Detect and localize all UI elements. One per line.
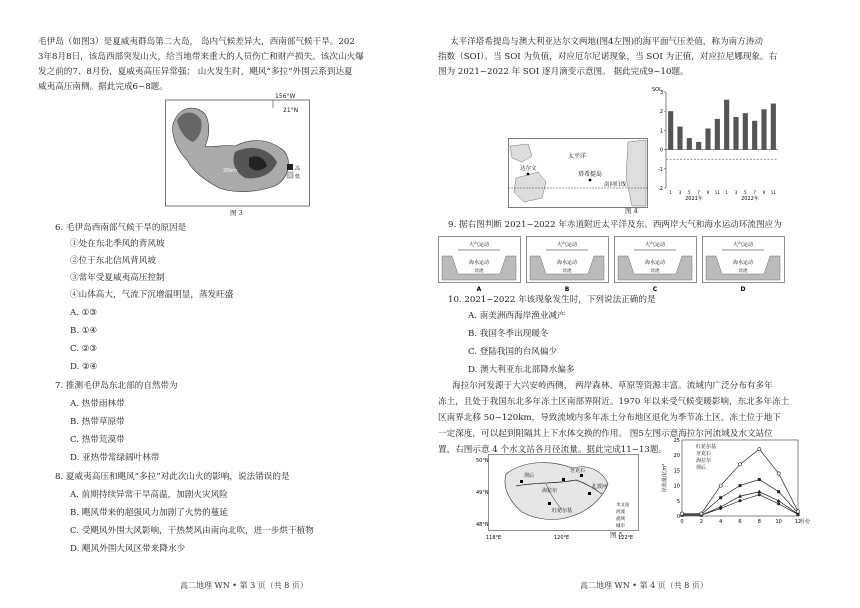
x-tick-label: 9 [762,190,766,195]
legend-low-swatch [287,172,293,178]
soi-chart [648,84,783,210]
station-label: 坝后 [524,473,535,479]
station-label: 扎敦河 [592,484,608,490]
series-line [682,495,798,515]
soi-bar [715,119,720,150]
q10-option: C. 登陆我国的台风偏少 [468,347,558,357]
data-point [719,505,723,509]
legend-label: 牙克石 [696,451,712,457]
map-label: 太平洋 [568,153,587,160]
data-point [680,512,683,515]
x-tick-label: 5 [688,190,691,195]
data-point [796,510,799,513]
panel-letter: B [564,286,570,293]
lat-label: 50°N [476,458,489,464]
q10-option: A. 南美洲西海岸渔业减产 [468,311,566,321]
passage-line: 置，右图示意 4 个水文站各月径流量。据此完成11~13题。 [438,445,668,455]
x-tick-label: 7 [697,190,700,195]
q7-option: D. 亚热带常绿阔叶林带 [70,453,160,463]
x-tick-label: 3 [734,190,738,195]
map-maui [165,92,310,207]
soi-bar [677,127,682,150]
q6-item: ④山体高大，气流下沉增温明显，蒸发旺盛 [70,290,234,300]
legend-label: 海拉尔 [696,458,712,464]
panel-label: 洋流 [474,269,484,274]
q7-option: A. 热带雨林带 [70,399,125,409]
q6-option: D. ②④ [70,362,98,372]
y-tick-label: -2 [658,186,663,192]
station-label: 海拉尔 [542,488,558,494]
panel-letter: A [476,286,482,293]
data-point [739,499,742,502]
data-point [758,448,761,451]
passage-line: 区南界北移 50~120km，导致流域内多年冻土分布地区退化为季节冻土区。冻土位于地下 [438,413,781,423]
panel-label: 大气运动 [556,242,578,248]
x-tick-label: 1 [669,190,672,195]
data-point [738,463,741,466]
legend-label: 红花尔基 [696,444,717,450]
q8-option: C. 受飓风外围大风影响，干热焚风由南向北吹，进一步烘干植物 [70,526,314,536]
map-legend-label: 水文站 [616,503,630,508]
data-point [758,493,761,496]
map-label: 南回归线 [604,182,627,188]
q6-option: C. ②③ [70,344,98,354]
panel-label: 洋流 [650,269,660,274]
data-point [777,472,780,475]
map-pacific [508,138,648,208]
x-tick-label: 11 [714,190,720,195]
map-scale-label: 20km [223,168,238,174]
right-page [430,0,860,608]
panel-label: 海水运动 [556,260,578,266]
y-tick-label: 2 [659,109,663,116]
y-tick-label: 20 [673,453,680,460]
x-axis-label: 月份 [800,519,810,525]
legend-label: 坝后 [696,465,707,471]
q10-option: D. 澳大利亚东北部降水偏多 [468,365,575,375]
soi-bar [696,142,701,150]
lon-label: 122°E [618,535,634,541]
x-tick-label: 7 [753,190,756,195]
y-tick-label: 5 [676,498,680,505]
y-tick-label: 1 [659,128,663,135]
map-hailar [476,450,656,542]
x-tick-label: 9 [706,190,710,195]
data-point [719,496,722,499]
panel-label: 洋流 [562,269,572,274]
panel-label: 大气运动 [468,242,490,248]
soi-bar [705,128,710,149]
y-tick-label: 15 [673,468,680,475]
soi-bar [724,100,729,150]
question-stem: 10. 2021~2022 年该现象发生时，下列说法正确的是 [448,295,656,305]
year-label: 2022年 [741,196,759,202]
question-stem: 6. 毛伊岛西南部气候干旱的原因是 [55,223,187,233]
x-tick-label: 8 [757,519,761,525]
map-legend-label: 城市 [616,524,625,529]
intro-line: 指数（SOI）。当 SOI 为负值，对应厄尔尼诺现象，当 SOI 为正值，对应拉尼娜现象。右 [438,52,778,62]
lon-label: 118°E [486,535,502,541]
x-tick-label: 6 [738,519,742,525]
x-tick-label: 2 [699,519,703,525]
x-tick-label: 4 [719,519,723,525]
station-label: 红花尔基 [552,508,573,514]
q10-option: B. 我国冬季出现暖冬 [468,329,549,339]
question-stem: 9. 据右图判断 2021~2022 年赤道附近太平洋及东、西两岸大气和海水运动环流图应为 [448,220,782,230]
data-point [758,478,761,481]
map-label: 达尔文 [520,166,537,172]
figure-caption: 图 5 [610,531,623,539]
data-point [757,490,761,494]
intro-line: 太平洋塔希提岛与澳大利亚达尔文两地(图4左图)的海平面气压差值，称为南方涛动 [450,37,763,47]
x-tick-label: 10 [775,519,782,525]
intro-line: 毛伊岛（如图3）是夏威夷群岛第二大岛， 岛内气候差异大，西南部气候干旱。202 [38,37,355,47]
lon-label: 120°E [554,535,570,541]
lat-label: 49°N [476,490,489,496]
q7-option: C. 热带荒漠带 [70,435,125,445]
panel-letter: D [740,286,746,293]
soi-bar [733,117,738,150]
data-point [719,484,722,487]
q6-item: ①处在东北季风的背风坡 [70,239,165,249]
q6-item: ③常年受夏威夷高压控制 [70,273,165,283]
circulation-panels [438,234,788,294]
question-stem: 7. 推测毛伊岛东北部的自然带为 [55,381,178,391]
map-lon-label: 156°W [275,93,296,100]
panel-label: 海水运动 [732,260,754,266]
y-axis-label: 径流量/亿m³ [662,463,668,493]
x-tick-label: 3 [678,190,682,195]
q6-option: B. ①④ [70,326,98,336]
y-tick-label: 0 [659,147,663,154]
q6-item: ②位于东北信风背风坡 [70,256,156,266]
intro-line: 3年8月8日，该岛西部突发山火，给当地带来重大的人员伤亡和财产损失。该次山火爆 [38,52,364,62]
map-legend-label: 河流 [616,510,625,515]
map-label: 塔希提岛 [578,171,603,178]
legend-high-label: 高 [295,166,301,172]
passage-line: 一定深度，可以起到阻隔其上下水体交换的作用。 图5左图示意海拉尔河流域及水文站位 [438,429,773,439]
soi-bar [761,109,766,149]
panel-letter: C [652,286,658,293]
intro-line: 威夷高压南侧。据此完成6~8题。 [38,82,168,92]
soi-bar [668,111,673,149]
soi-bar [752,121,757,150]
map-lat-label: 21°N [283,107,299,114]
runoff-chart [660,432,810,532]
q6-option: A. ①③ [70,308,98,318]
y-tick-label: 3 [659,90,663,96]
data-point [777,490,780,493]
panel-label: 洋流 [738,269,748,274]
y-tick-label: 10 [673,483,680,490]
x-tick-label: 1 [725,190,728,195]
intro-line: 图为 2021~2022 年 SOI 逐月滴变示意图。 据此完成9~10题。 [438,67,689,77]
x-tick-label: 12 [794,519,802,525]
lat-label: 48°N [476,522,489,528]
q8-option: B. 飓风带来的超强风力加剧了火势的蔓延 [70,508,228,518]
figure-caption: 图 4 [625,207,638,215]
x-tick-label: 0 [680,519,684,525]
soi-bar [743,113,748,149]
q8-option: D. 飓风外围大风区带来降水少 [70,544,186,554]
legend-low-label: 低 [295,174,301,180]
page-footer: 高二地理 WN • 第 4 页（共 8 页） [580,581,708,590]
station-label: 牙克石 [570,468,586,474]
soi-bar [771,104,776,150]
panel-label: 大气运动 [644,242,666,248]
data-point [777,499,781,503]
legend-high-swatch [287,164,293,170]
panel-label: 海水运动 [644,260,666,266]
x-tick-label: 11 [770,190,776,195]
q7-option: B. 热带草原带 [70,417,125,427]
passage-line: 冻土，且处于我国东北多年冻土区南部界附近。1970 年以来受气候变暖影响，东北多年冻土 [438,397,790,407]
page-footer: 高二地理 WN • 第 3 页（共 8 页） [180,581,308,590]
y-tick-label: 0 [676,514,680,520]
map-legend-label: 流域 [616,517,625,522]
y-tick-label: -1 [658,166,663,173]
x-tick-label: 5 [744,190,747,195]
y-tick-label: 25 [673,438,680,444]
passage-line: 海拉尔河发源于大兴安岭西侧， 两岸森林、草原等资源丰富。流域内广泛分布有多年 [452,381,773,391]
question-stem: 8. 夏威夷高压和飓风“多拉”对此次山火的影响，说法错误的是 [55,472,290,482]
q8-option: A. 前期持续异常干旱高温，加剧火灾风险 [70,490,228,500]
figure-caption: 图 3 [230,209,243,217]
panel-label: 海水运动 [468,260,490,266]
year-label: 2021年 [685,196,703,202]
data-point [777,502,780,505]
panel-label: 大气运动 [732,242,754,248]
y-axis-label: SOI [652,87,661,93]
data-point [739,484,742,487]
data-point [700,512,703,515]
soi-bar [687,138,692,150]
intro-line: 发之前的7、8月份，夏威夷高压异常强； 山火发生时，飓风“多拉”外围云系到达夏 [38,67,353,77]
